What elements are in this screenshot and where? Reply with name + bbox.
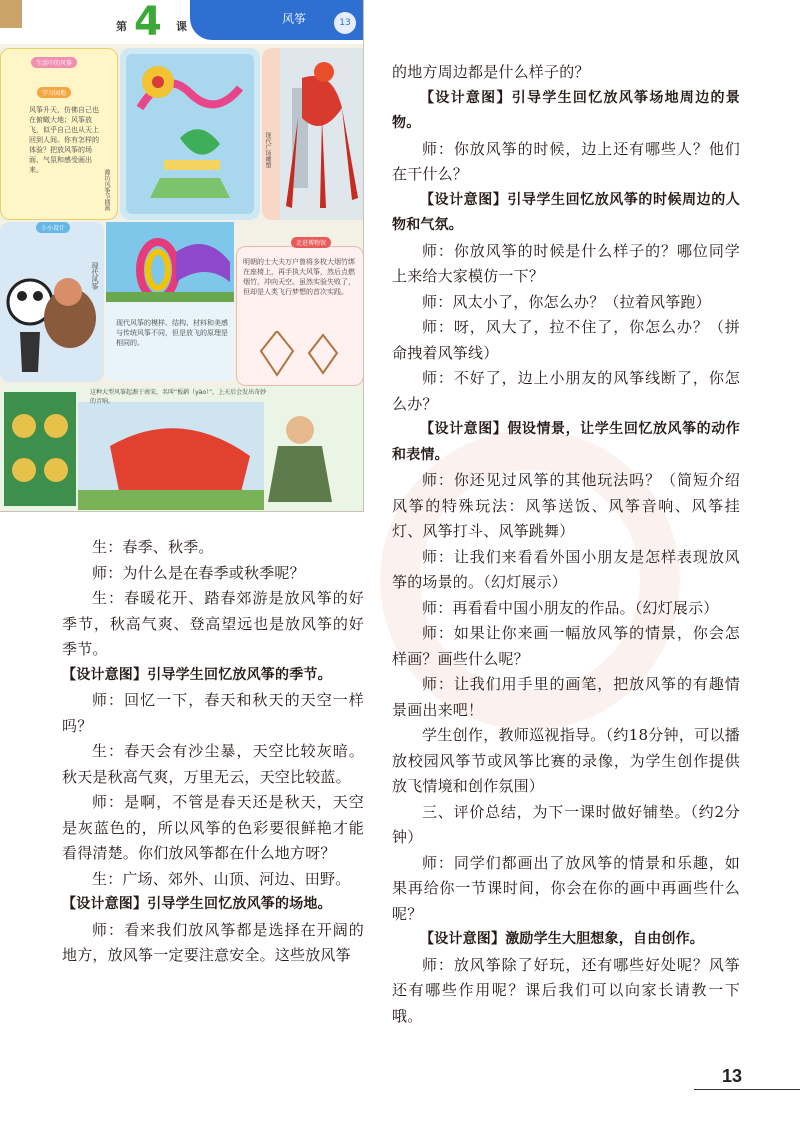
tag-study: 学习园地	[37, 87, 71, 98]
corner-decoration	[0, 0, 22, 28]
right-text-column	[392, 60, 740, 1029]
left-text-column	[62, 535, 364, 969]
paragraph: 师：如果让你来画一幅放风筝的情景，你会怎样画？画些什么呢？	[392, 624, 740, 668]
square-sculpture-panel	[262, 48, 364, 220]
museum-caption: 明朝的士大夫万户曾将多枚大烟竹绑在座椅上，再手执大风筝，然后点燃烟竹，冲向天空。虽然实验失败了，但却是人类飞行梦想的首次实践。	[243, 258, 355, 296]
fish-kite-illustration	[120, 48, 260, 220]
paragraph: 师：不好了，边上小朋友的风筝线断了，你怎么办？	[392, 369, 740, 413]
design-intent-note: 【设计意图】引导学生回忆放风筝的季节。	[62, 666, 332, 683]
textbook-page-image	[0, 0, 364, 512]
lesson-prefix: 第	[116, 20, 127, 33]
design-caption: 现代风筝的模样、结构、材料和美感与传统风筝不同，但是放飞的原理是相同的。	[116, 319, 228, 347]
intro-panel	[0, 48, 118, 220]
paragraph: 三、评价总结，为下一课时做好铺垫。（约2分钟）	[392, 802, 740, 846]
rainbow-kite-photo	[106, 222, 234, 302]
paragraph: 师：你放风筝的时候是什么样子的？哪位同学上来给大家模仿一下？	[392, 241, 740, 285]
paragraph: 师：同学们都画出了放风筝的情景和乐趣，如果再给你一节课时间，你会在你的画中再画些什么呢？	[392, 853, 740, 923]
design-intent-note: 【设计意图】引导学生回忆放风筝的场地。	[62, 896, 332, 912]
lesson-number: 4	[134, 0, 162, 45]
museum-panel	[236, 240, 364, 386]
panda-kite-panel	[0, 222, 104, 382]
paragraph: 师：回忆一下，春天和秋天的天空一样吗？	[62, 691, 364, 735]
paragraph: 师：你还见过风筝的其他玩法吗？（简短介绍风筝的特殊玩法：风筝送饭、风筝音响、风筝挂灯、风筝打斗、风筝跳舞）	[392, 471, 740, 540]
lesson-topic: 风筝	[282, 12, 307, 26]
textbook-page-number: 13	[334, 12, 356, 34]
paragraph: 师：看来我们放风筝都是选择在开阔的地方，放风筝一定要注意安全。这些放风筝	[62, 920, 364, 964]
design-intent-note: 【设计意图】引导学生回忆放风筝场地周边的景物。	[392, 89, 740, 131]
modern-kite-caption: 现代风筝	[91, 262, 99, 290]
panda-kite-photo	[0, 222, 104, 382]
paragraph: 师：是啊，不管是春天还是秋天，天空是灰蓝色的，所以风筝的色彩要很鲜艳才能看得清楚。你们放风筝都在什么地方呀？	[62, 793, 364, 862]
tag-museum: 走进博物馆	[291, 237, 331, 248]
paragraph: 生：春季、秋季。	[92, 538, 214, 556]
paragraph: 生：春天会有沙尘暴，天空比较灰暗。秋天是秋高气爽，万里无云，天空比较蓝。	[62, 742, 364, 786]
paragraph-continuation: 的地方周边都是什么样子的？	[392, 63, 590, 81]
paragraph: 生：春暖花开、踏春郊游是放风筝的好季节，秋高气爽、登高望远也是放风筝的好季节。	[62, 589, 364, 658]
page-number: 13	[722, 1066, 743, 1086]
paragraph: 学生创作，教师巡视指导。（约18分钟，可以播放校园风筝节或风筝比赛的录像，为学生创作提供放飞情境和创作氛围）	[392, 726, 740, 795]
design-intent-note: 【设计意图】引导学生回忆放风筝的时候周边的人物和气氛。	[392, 191, 740, 233]
sculpture-caption: 现代广场雕塑	[264, 132, 271, 168]
paragraph: 师：让我们来看看外国小朋友是怎样表现放风筝的场景的。（幻灯展示）	[392, 547, 740, 591]
paragraph: 师：呀，风大了，拉不住了，你怎么办？（拼命拽着风筝线）	[392, 318, 740, 362]
big-kite-panel	[0, 386, 364, 512]
paragraph: 师：放风筝除了好玩，还有哪些好处呢？风筝还有哪些作用呢？课后我们可以向家长请教一下哦。	[392, 955, 740, 1025]
sculpture-photo	[262, 48, 364, 220]
lesson-suffix: 课	[176, 20, 187, 33]
kite-painting-panel	[120, 48, 260, 220]
paragraph: 师：再看看中国小朋友的作品。（幻灯展示）	[422, 598, 719, 617]
weifang-caption: 潍坊风筝节插画	[103, 169, 110, 211]
paragraph: 师：风太小了，你怎么办？（拉着风筝跑）	[422, 292, 711, 311]
tag-daily-kites: 生活中的风筝	[31, 57, 77, 68]
tag-design: 小小设计	[36, 222, 70, 233]
page-number-rule	[694, 1089, 800, 1090]
modern-kite-panel	[91, 222, 234, 382]
paragraph: 师：为什么是在春季或秋季呢？	[92, 563, 305, 582]
intro-caption: 风筝升天，仿佛自己也在俯瞰大地；风筝放飞，似乎自己也从天上回到人间。你有怎样的体验？把放风筝的场面、气氛和感受画出来。	[29, 106, 99, 174]
paragraph: 生：广场、郊外、山顶、河边、田野。	[92, 869, 351, 888]
design-intent-note: 【设计意图】激励学生大胆想象，自由创作。	[420, 931, 704, 947]
paragraph: 师：让我们用手里的画笔，把放风筝的有趣情景画出来吧！	[392, 675, 740, 719]
textbook-header	[0, 0, 364, 44]
design-intent-note: 【设计意图】假设情景，让学生回忆放风筝的动作和表情。	[392, 421, 740, 463]
big-kite-caption: 这种大型风筝起源于南宋，名叫“板鹞（yào）”，上天后会发出奇妙的音响。	[90, 389, 267, 405]
paragraph: 师：你放风筝的时候，边上还有哪些人？他们在干什么？	[392, 139, 740, 183]
small-kite-drawing	[257, 331, 347, 387]
